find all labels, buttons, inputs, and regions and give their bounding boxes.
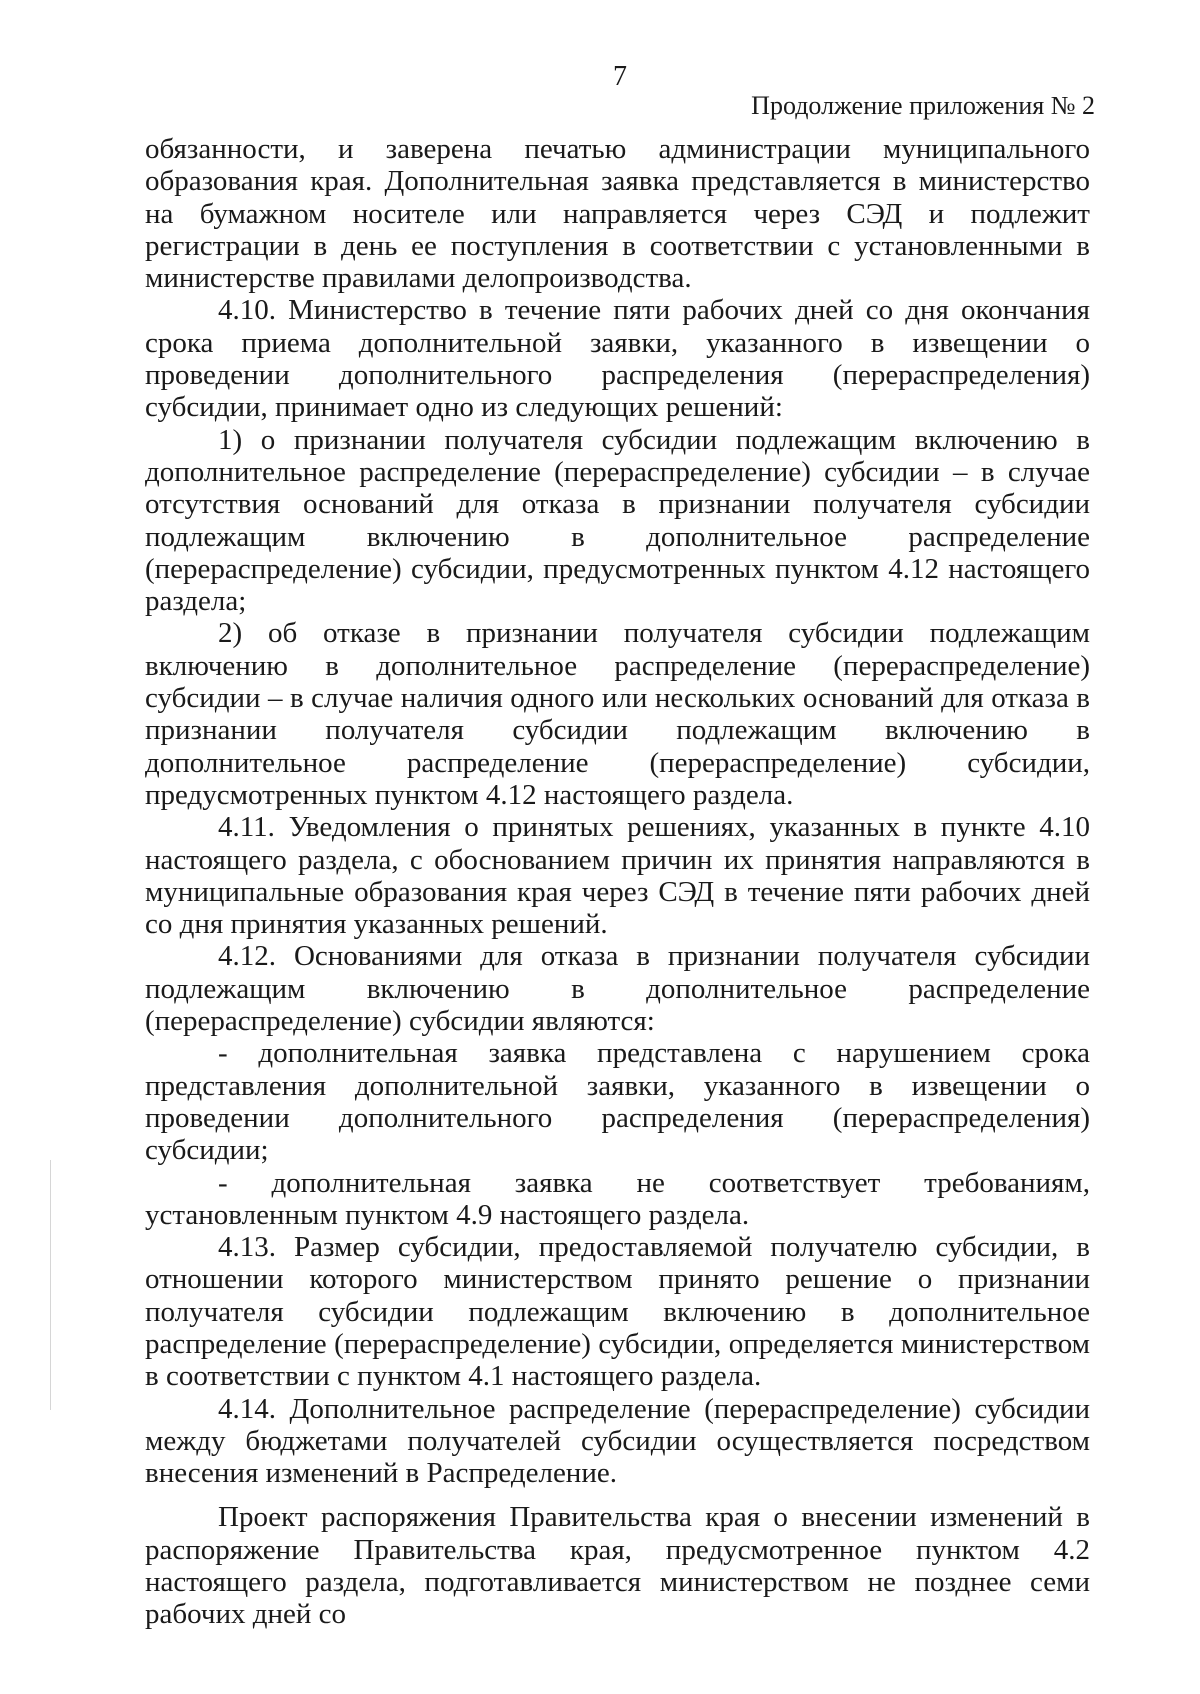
appendix-continuation-note: Продолжение приложения № 2 [751,91,1095,120]
scan-edge-mark [50,1160,51,1410]
paragraph-draft-order: Проект распоряжения Правительства края о внесении изменений в распоряжение Правительства края, предусмотренное пунктом 4.2 настоящего раздела, подготавливается министерством не позднее семи рабочих дней со [145,1501,1090,1631]
paragraph-4-10: 4.10. Министерство в течение пяти рабочих дней со дня окончания срока приема дополнительной заявки, указанного в извещении о проведении дополнительного распределения (перераспределения) субсидии, принимает одно из следующих решений: [145,294,1090,424]
paragraph-refusal-reason-1: - дополнительная заявка представлена с нарушением срока представления дополнительной заявки, указанного в извещении о проведении дополнительного распределения (перераспределения) субсидии; [145,1037,1090,1167]
paragraph-4-13: 4.13. Размер субсидии, предоставляемой получателю субсидии, в отношении которого министерством принято решение о признании получателя субсидии подлежащим включению в дополнительное распределение (перераспределение) субсидии, определяется министерством в соответствии с пунктом 4.1 настоящего раздела. [145,1231,1090,1393]
paragraph-4-11: 4.11. Уведомления о принятых решениях, указанных в пункте 4.10 настоящего раздела, с обоснованием причин их принятия направляются в муниципальные образования края через СЭД в течение пяти рабочих дней со дня принятия указанных решений. [145,811,1090,941]
paragraph-decision-2: 2) об отказе в признании получателя субсидии подлежащим включению в дополнительное распределение (перераспределение) субсидии – в случае наличия одного или нескольких оснований для отказа в признании получателя субсидии подлежащим включению в дополнительное распределение (перераспределение) субсидии, предусмотренных пунктом 4.12 настоящего раздела. [145,617,1090,811]
paragraph-4-14: 4.14. Дополнительное распределение (перераспределение) субсидии между бюджетами получателей субсидии осуществляется посредством внесения изменений в Распределение. [145,1392,1090,1490]
document-body [145,133,1090,1631]
paragraph-submission-rules: обязанности, и заверена печатью администрации муниципального образования края. Дополнительная заявка представляется в министерство на бумажном носителе или направляется через СЭД и подлежит регистрации в день ее поступления в соответствии с установленными в министерстве правилами делопроизводства. [145,133,1090,295]
paragraph-decision-1: 1) о признании получателя субсидии подлежащим включению в дополнительное распределение (перераспределение) субсидии – в случае отсутствия оснований для отказа в признании получателя субсидии подлежащим включению в дополнительное распределение (перераспределение) субсидии, предусмотренных пунктом 4.12 настоящего раздела; [145,423,1090,618]
paragraph-4-12: 4.12. Основаниями для отказа в признании получателя субсидии подлежащим включению в дополнительное распределение (перераспределение) субсидии являются: [145,940,1090,1038]
paragraph-refusal-reason-2: - дополнительная заявка не соответствует требованиям, установленным пунктом 4.9 настоящего раздела. [145,1166,1090,1231]
page-number: 7 [613,61,627,92]
